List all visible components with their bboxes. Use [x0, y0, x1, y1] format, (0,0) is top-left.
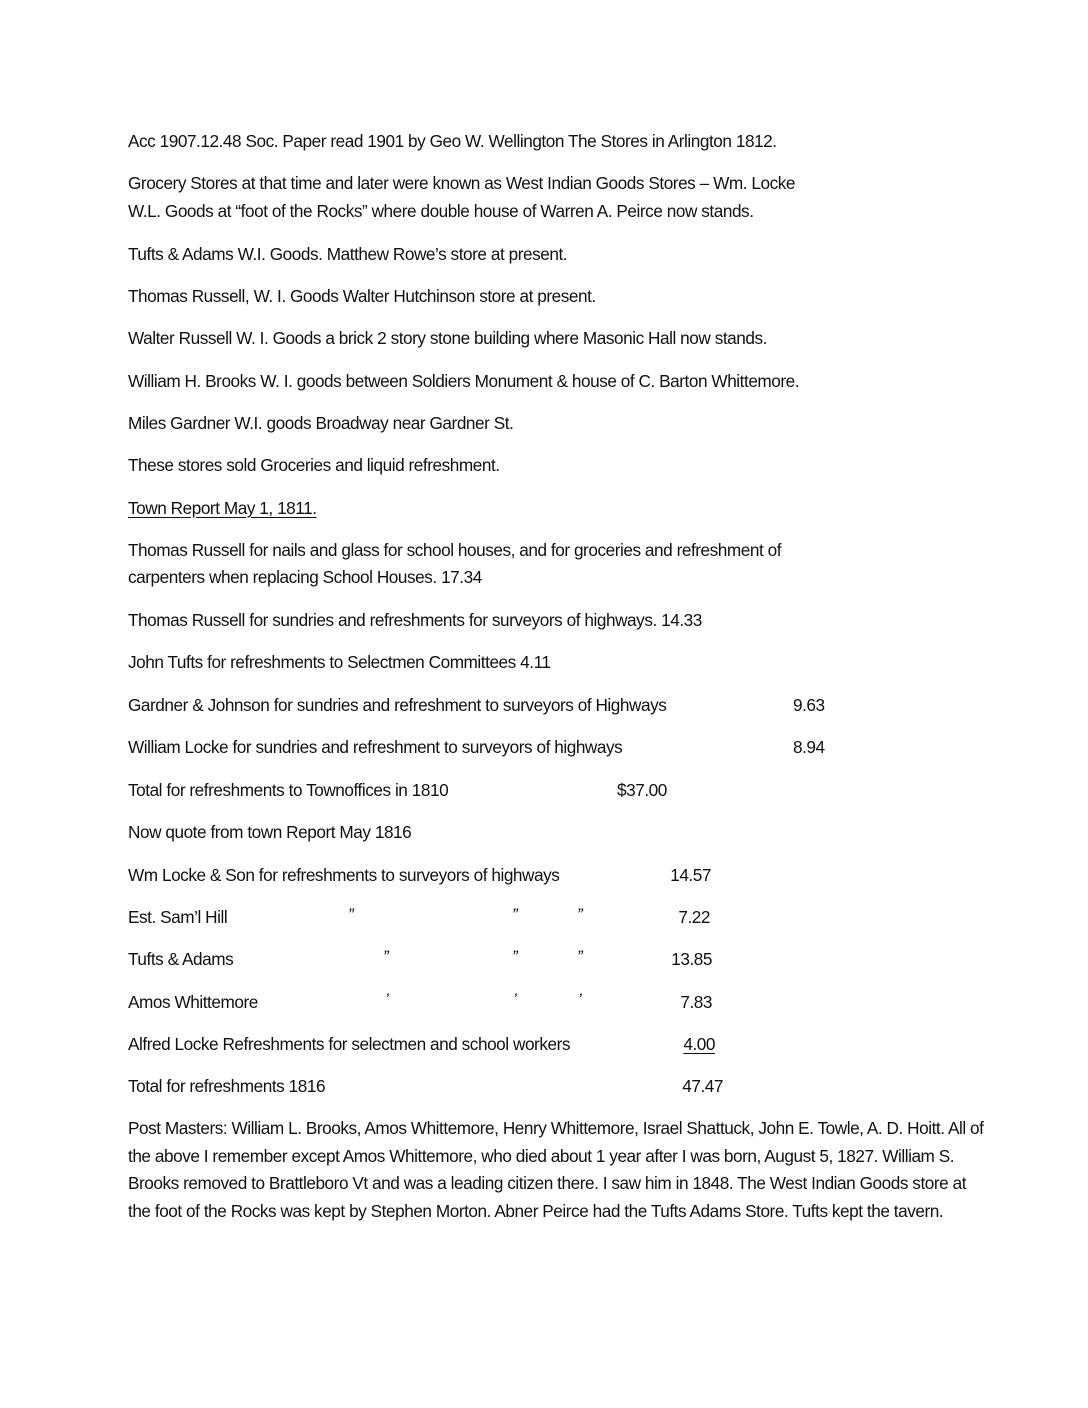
report-1811-total-amount: $37.00: [617, 780, 667, 800]
store-item: Miles Gardner W.I. goods Broadway near Gardner St.: [128, 413, 514, 433]
intro-line-1: Grocery Stores at that time and later were known as West Indian Goods Stores – Wm. Locke: [128, 173, 795, 193]
ditto-entry-amount: 13.85: [671, 949, 712, 969]
ditto-mark: ’: [578, 990, 582, 1009]
ditto-mark: ”: [383, 947, 389, 966]
ditto-entry-amount: 7.83: [680, 992, 712, 1012]
document-header: Acc 1907.12.48 Soc. Paper read 1901 by Geo W. Wellington The Stores in Arlington 1812.: [128, 131, 777, 151]
report-1811-heading: Town Report May 1, 1811.: [128, 498, 317, 518]
store-item: Thomas Russell, W. I. Goods Walter Hutchinson store at present.: [128, 286, 596, 306]
ditto-entry-name: Est. Sam’l Hill: [128, 907, 228, 927]
report-1811-entry: John Tufts for refreshments to Selectmen Committees 4.11: [128, 652, 551, 672]
ditto-entry-name: Amos Whittemore: [128, 992, 258, 1012]
ditto-mark: ’: [513, 990, 517, 1009]
report-1816-intro: Now quote from town Report May 1816: [128, 822, 412, 842]
report-1816-entry: Alfred Locke Refreshments for selectmen and school workers: [128, 1034, 570, 1054]
ditto-mark: ”: [348, 905, 354, 924]
ditto-mark: ”: [577, 905, 583, 924]
report-1816-entry-amount: 4.00: [683, 1034, 715, 1054]
store-item: William H. Brooks W. I. goods between Soldiers Monument & house of C. Barton Whittemore.: [128, 371, 800, 391]
report-1816-total-amount: 47.47: [682, 1076, 723, 1096]
report-1816-entry: Wm Locke & Son for refreshments to surveyors of highways: [128, 865, 560, 885]
stores-summary: These stores sold Groceries and liquid refreshment.: [128, 455, 500, 475]
report-1811-entry: Thomas Russell for sundries and refreshments for surveyors of highways. 14.33: [128, 610, 702, 630]
report-1811-total-label: Total for refreshments to Townoffices in 1810: [128, 780, 449, 800]
ditto-mark: ’: [385, 990, 389, 1009]
report-1811-entry-line-1: Thomas Russell for nails and glass for school houses, and for groceries and refreshment of: [128, 540, 782, 560]
ditto-entry-amount: 7.22: [678, 907, 710, 927]
report-1811-entry-amount: 8.94: [793, 737, 825, 757]
post-masters-paragraph: Post Masters: William L. Brooks, Amos Whittemore, Henry Whittemore, Israel Shattuck, John E. Towle, A. D. Hoitt. All of the above I remember except Amos Whittemore, who died about 1 year after I was born, August 5, 1827. William S. Brooks removed to Brattleboro Vt and was a leading citizen there. I saw him in 1848. The West Indian Goods store at the foot of the Rocks was kept by Stephen Morton. Abner Peirce had the Tufts Adams Store. Tufts kept the tavern.: [128, 1118, 984, 1221]
report-1811-entry-amount: 9.63: [793, 695, 825, 715]
report-1816-total-label: Total for refreshments 1816: [128, 1076, 326, 1096]
report-1811-entry: Gardner & Johnson for sundries and refreshment to surveyors of Highways: [128, 695, 667, 715]
report-1816-entry-amount: 14.57: [670, 865, 711, 885]
intro-line-2: W.L. Goods at “foot of the Rocks” where double house of Warren A. Peirce now stands.: [128, 201, 754, 221]
ditto-entry-name: Tufts & Adams: [128, 949, 234, 969]
ditto-mark: ”: [512, 905, 518, 924]
ditto-mark: ”: [512, 947, 518, 966]
store-item: Walter Russell W. I. Goods a brick 2 story stone building where Masonic Hall now stands.: [128, 328, 767, 348]
report-1811-entry: William Locke for sundries and refreshment to surveyors of highways: [128, 737, 623, 757]
report-1811-entry-line-2: carpenters when replacing School Houses. 17.34: [128, 567, 482, 587]
ditto-mark: ”: [577, 947, 583, 966]
store-item: Tufts & Adams W.I. Goods. Matthew Rowe’s store at present.: [128, 244, 568, 264]
